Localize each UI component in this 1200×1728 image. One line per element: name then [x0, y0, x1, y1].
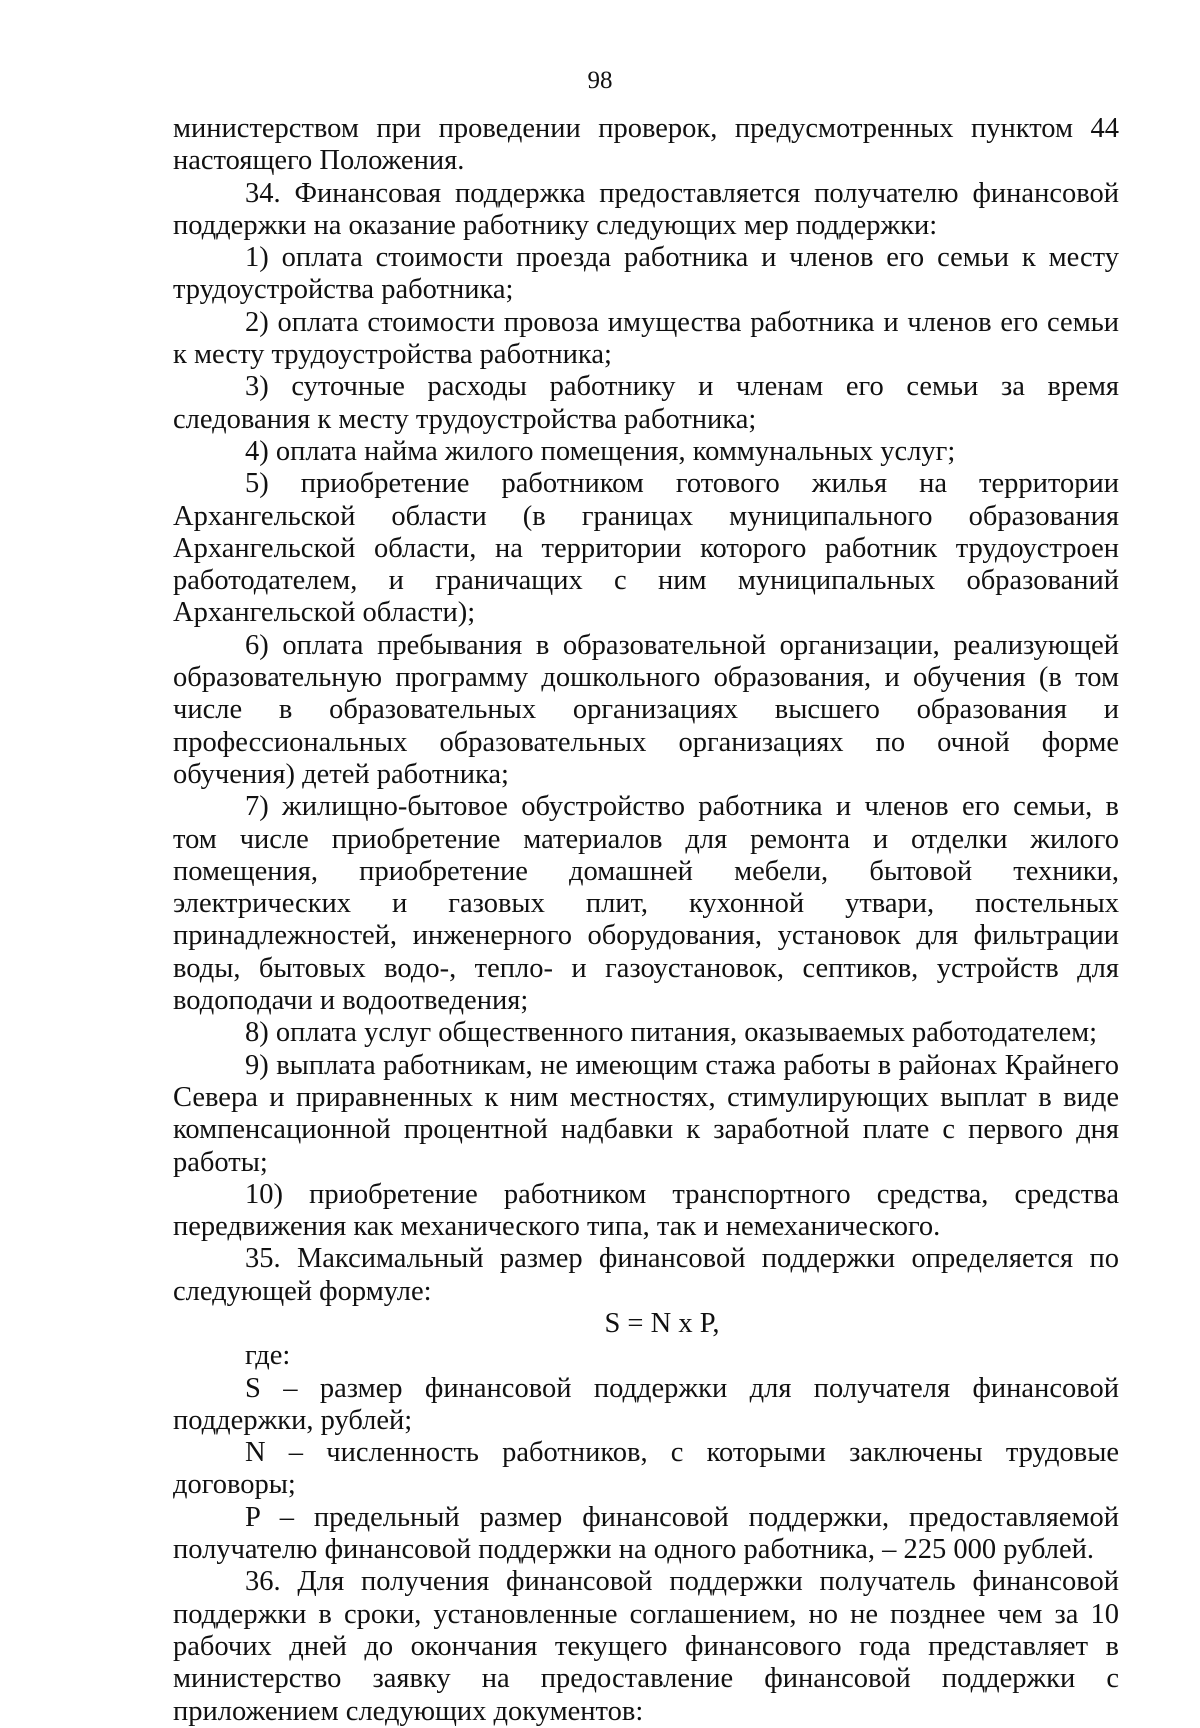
formula-definition-p: P – предельный размер финансовой поддержки, предоставляемой получателю финансовой поддержки на одного работника, – 225 000 рублей.: [173, 1501, 1119, 1566]
paragraph-item-34: 34. Финансовая поддержка предоставляется получателю финансовой поддержки на оказание работнику следующих мер поддержки:: [173, 177, 1119, 241]
list-item-1: 1) оплата стоимости проезда работника и членов его семьи к месту трудоустройства работника;: [173, 242, 1119, 306]
list-item-4: 4) оплата найма жилого помещения, коммунальных услуг;: [245, 435, 956, 467]
paragraph-continuation: министерством при проведении проверок, предусмотренных пунктом 44 настоящего Положения.: [173, 113, 1119, 177]
page-number: 98: [587, 67, 613, 94]
list-item-8: 8) оплата услуг общественного питания, оказываемых работодателем;: [245, 1017, 1098, 1049]
list-item-7: 7) жилищно-бытовое обустройство работника и членов его семьи, в том числе приобретение материалов для ремонта и отделки жилого помещения, приобретение домашней мебели, бытовой техники, электрических и газовых плит, кухонной утвари, постельных принадлежностей, инженерного оборудования, установок для фильтрации воды, бытовых водо-, тепло- и газоустановок, септиков, устройств для водоподачи и водоотведения;: [173, 791, 1119, 1017]
list-item-10: 10) приобретение работником транспортного средства, средства передвижения как механического типа, так и немеханического.: [173, 1178, 1119, 1243]
formula: S = N x P,: [604, 1307, 720, 1339]
document-body: [173, 113, 1119, 1728]
list-item-3: 3) суточные расходы работнику и членам его семьи за время следования к месту трудоустройства работника;: [173, 371, 1119, 435]
paragraph-item-35: 35. Максимальный размер финансовой поддержки определяется по следующей формуле:: [173, 1243, 1119, 1307]
formula-definition-n: N – численность работников, с которыми заключены трудовые договоры;: [173, 1437, 1119, 1501]
formula-where-label: где:: [245, 1340, 291, 1372]
list-item-6: 6) оплата пребывания в образовательной организации, реализующей образовательную программу дошкольного образования, и обучения (в том числе в образовательных организациях высшего образования и профессиональных образовательных организациях по очной форме обучения) детей работника;: [173, 629, 1119, 790]
list-item-9: 9) выплата работникам, не имеющим стажа работы в районах Крайнего Севера и приравненных к ним местностях, стимулирующих выплат в виде компенсационной процентной надбавки к заработной плате с первого дня работы;: [173, 1049, 1119, 1178]
list-item-2: 2) оплата стоимости провоза имущества работника и членов его семьи к месту трудоустройства работника;: [173, 306, 1119, 371]
paragraph-item-36: 36. Для получения финансовой поддержки получатель финансовой поддержки в сроки, установленные соглашением, но не позднее чем за 10 рабочих дней до окончания текущего финансового года представляет в министерство заявку на предоставление финансовой поддержки с приложением следующих документов:: [173, 1566, 1119, 1727]
formula-definition-s: S – размер финансовой поддержки для получателя финансовой поддержки, рублей;: [173, 1372, 1119, 1436]
list-item-5: 5) приобретение работником готового жилья на территории Архангельской области (в границах муниципального образования Архангельской области, на территории которого работник трудоустроен работодателем, и граничащих с ним муниципальных образований Архангельской области);: [173, 468, 1119, 629]
